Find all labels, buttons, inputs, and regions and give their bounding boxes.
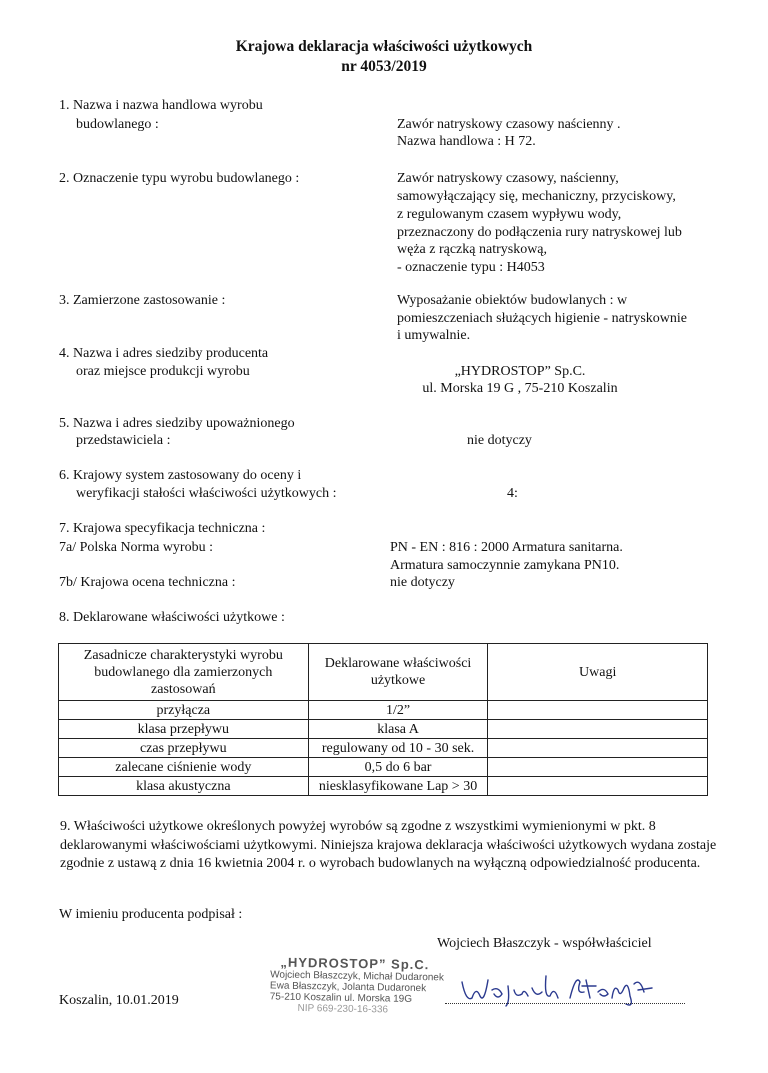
item6-label-line2: weryfikacji stałości właściwości użytkowych :	[76, 486, 337, 501]
item7a-value-line1: PN - EN : 816 : 2000 Armatura sanitarna.	[390, 540, 623, 555]
item2-value-line1: Zawór natryskowy czasowy, naścienny,	[397, 171, 619, 186]
table-cell: zalecane ciśnienie wody	[59, 758, 309, 777]
table-cell: 0,5 do 6 bar	[308, 758, 488, 777]
item5-value: nie dotyczy	[467, 433, 532, 448]
table-cell: czas przepływu	[59, 739, 309, 758]
place-and-date: Koszalin, 10.01.2019	[59, 993, 179, 1008]
table-row	[59, 701, 708, 720]
item1-label-line1: 1. Nazwa i nazwa handlowa wyrobu	[59, 98, 263, 113]
item2-value-line3: z regulowanym czasem wypływu wody,	[397, 207, 622, 222]
signed-by-label: W imieniu producenta podpisał :	[59, 907, 243, 922]
table-row	[59, 758, 708, 777]
signatory-name: Wojciech Błaszczyk - współwłaściciel	[437, 936, 652, 951]
table-header-row	[59, 644, 708, 701]
table-cell	[488, 777, 708, 796]
item6-value: 4:	[507, 486, 518, 501]
item8-label: 8. Deklarowane właściwości użytkowe :	[59, 610, 285, 625]
table-row	[59, 777, 708, 796]
stamp-line: 75-210 Koszalin ul. Morska 19G	[269, 991, 413, 1005]
table-row	[59, 720, 708, 739]
item3-value-line2: pomieszczeniach służących higienie - natryskownie	[397, 311, 687, 326]
item2-value-line2: samowyłączający się, mechaniczny, przyciskowy,	[397, 189, 676, 204]
table-cell: przyłącza	[59, 701, 309, 720]
item4-label-line1: 4. Nazwa i adres siedziby producenta	[59, 346, 269, 361]
table-cell: niesklasyfikowane Lap > 30	[308, 777, 488, 796]
item3-value-line1: Wyposażanie obiektów budowlanych : w	[397, 293, 628, 308]
table-header-notes: Uwagi	[488, 644, 708, 701]
document-title-line1: Krajowa deklaracja właściwości użytkowych	[235, 38, 533, 55]
table-cell	[488, 720, 708, 739]
item2-value-line4: przeznaczony do podłączenia rury natryskowej lub	[397, 225, 682, 240]
table-cell: klasa A	[308, 720, 488, 739]
table-cell	[488, 739, 708, 758]
stamp-company-name: „HYDROSTOP” Sp.C.	[280, 954, 430, 973]
conformity-statement: 9. Właściwości użytkowe określonych powyżej wyrobów są zgodne z wszystkimi wymienionymi w pkt. 8 deklarowanymi właściwościami użytkowymi. Niniejsza krajowa deklaracja właściwości użytkowych wydana zostaje zgodnie z ustawą z dnia 16 kwietnia 2004 r. o wyrobach budowlanych na wyłączną odpowiedzialność producenta.	[60, 819, 717, 871]
stamp-line: Ewa Błaszczyk, Jolanta Dudaronek	[269, 980, 427, 995]
item7a-label: 7a/ Polska Norma wyrobu :	[59, 540, 213, 555]
company-stamp	[269, 954, 450, 1016]
item4-value-line2: ul. Morska 19 G , 75-210 Koszalin	[422, 381, 618, 396]
item7-label: 7. Krajowa specyfikacja techniczna :	[59, 521, 266, 536]
item4-label-line2: oraz miejsce produkcji wyrobu	[76, 364, 250, 379]
table-cell	[488, 758, 708, 777]
signature-line	[445, 1003, 685, 1004]
table-cell	[488, 701, 708, 720]
table-row	[59, 739, 708, 758]
stamp-line: Wojciech Błaszczyk, Michał Dudaronek	[270, 969, 445, 984]
item5-label-line2: przedstawiciela :	[76, 433, 171, 448]
item1-value-line2: Nazwa handlowa : H 72.	[397, 134, 536, 149]
item4-value-line1: „HYDROSTOP” Sp.C.	[454, 364, 586, 379]
item1-label-line2: budowlanego :	[76, 117, 159, 132]
declared-properties-table	[58, 643, 708, 796]
item2-value-line5: węża z rączką natryskową,	[397, 242, 548, 257]
handwritten-signature	[458, 968, 658, 1008]
stamp-line: NIP 669-230-16-336	[297, 1002, 389, 1016]
item3-label: 3. Zamierzone zastosowanie :	[59, 293, 226, 308]
table-cell: 1/2”	[308, 701, 488, 720]
table-cell: klasa przepływu	[59, 720, 309, 739]
item7b-label: 7b/ Krajowa ocena techniczna :	[59, 575, 236, 590]
table-cell: regulowany od 10 - 30 sek.	[308, 739, 488, 758]
item2-label: 2. Oznaczenie typu wyrobu budowlanego :	[59, 171, 300, 186]
item7a-value-line2: Armatura samoczynnie zamykana PN10.	[390, 558, 620, 573]
table-header-declared: Deklarowane właściwości użytkowe	[308, 644, 488, 701]
item1-value-line1: Zawór natryskowy czasowy naścienny .	[397, 117, 621, 132]
item2-value-line6: - oznaczenie typu : H4053	[397, 260, 545, 275]
item5-label-line1: 5. Nazwa i adres siedziby upoważnionego	[59, 416, 295, 431]
table-cell: klasa akustyczna	[59, 777, 309, 796]
document-title-line2: nr 4053/2019	[341, 58, 427, 75]
item3-value-line3: i umywalnie.	[397, 328, 471, 343]
item6-label-line1: 6. Krajowy system zastosowany do oceny i	[59, 468, 302, 483]
table-header-characteristics: Zasadnicze charakterystyki wyrobu budowlanego dla zamierzonych zastosowań	[59, 644, 309, 701]
item7b-value: nie dotyczy	[390, 575, 455, 590]
